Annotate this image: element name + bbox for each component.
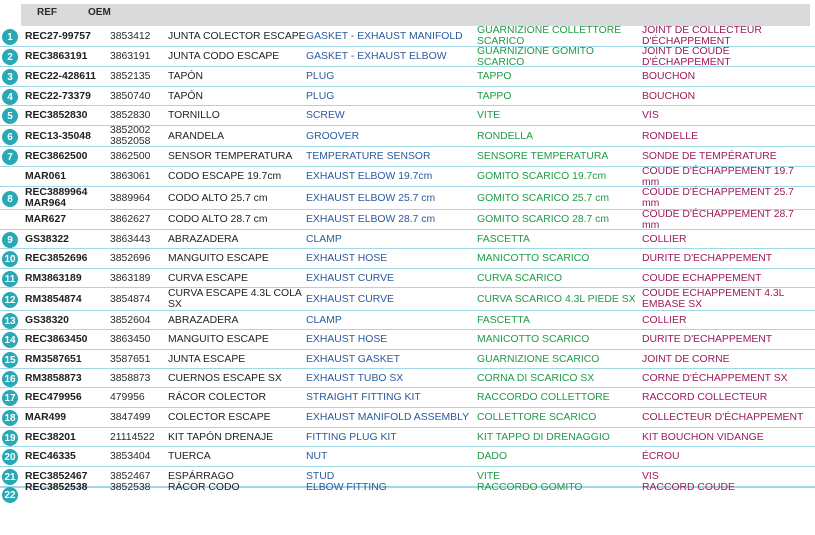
ref-cell [25, 67, 107, 86]
item-number-badge: 5 [2, 108, 18, 124]
spanish-description: CURVA ESCAPE 4.3L COLA SX [168, 288, 302, 310]
ref-cell-line: GS38320 [25, 314, 69, 326]
english-description: SCREW [306, 110, 345, 121]
oem-cell-line: 3863189 [110, 272, 151, 284]
italian-description: CURVA SCARICO 4.3L PIEDE SX [477, 293, 636, 305]
english-description: EXHAUST ELBOW 19.7cm [306, 171, 433, 182]
ref-cell [25, 210, 107, 229]
table-row [0, 47, 815, 67]
oem-cell [110, 106, 166, 125]
ref-cell-line: REC46335 [25, 451, 76, 462]
ref-cell [25, 350, 107, 368]
spanish-description: RÁCOR COLECTOR [168, 392, 266, 403]
item-number-badge: 8 [2, 191, 18, 207]
oem-cell [110, 447, 166, 466]
item-number-badge: 3 [2, 69, 18, 85]
oem-cell-line: 3853404 [110, 451, 151, 462]
oem-cell-line: 3858873 [110, 372, 151, 384]
ref-cell [25, 87, 107, 105]
ref-cell [25, 330, 107, 349]
english-description: EXHAUST HOSE [306, 253, 388, 264]
ref-cell [25, 269, 107, 287]
item-number-badge: 15 [2, 352, 18, 368]
item-number-badge: 18 [2, 410, 18, 426]
oem-cell-line: 3863191 [110, 51, 151, 62]
french-description: VIS [642, 471, 659, 482]
table-row [0, 87, 815, 106]
ref-cell-line: REC22-73379 [25, 90, 91, 102]
item-number-badge: 14 [2, 332, 18, 348]
french-description: COLLECTEUR D'ÉCHAPPEMENT [642, 412, 804, 423]
oem-cell-line: 3889964 [110, 192, 151, 204]
french-description: KIT BOUCHON VIDANGE [642, 431, 764, 443]
italian-description: TAPPO [477, 90, 512, 102]
oem-cell [110, 311, 166, 329]
oem-cell-line: 3587651 [110, 353, 151, 365]
ref-cell-line: MAR061 [25, 171, 66, 182]
italian-description: GUARNIZIONE SCARICO [477, 353, 600, 365]
table-row: 22 REC3852538 3852538 RÁCOR CODO ELBOW FITTING RACCORDO GOMITO RACCORD COUDE [0, 487, 815, 488]
italian-description: GOMITO SCARICO 25.7 cm [477, 192, 610, 204]
oem-cell-line: 3850740 [110, 90, 151, 102]
english-description: EXHAUST HOSE [306, 334, 388, 345]
oem-cell [110, 147, 166, 166]
ref-cell-line: RM3587651 [25, 353, 82, 365]
oem-cell [110, 288, 166, 310]
french-description: CORNE D'ÉCHAPPEMENT SX [642, 372, 788, 384]
ref-cell [25, 126, 107, 146]
spanish-description: ABRAZADERA [168, 314, 239, 326]
spanish-description: CODO ALTO 25.7 cm [168, 192, 268, 204]
french-description: BOUCHON [642, 71, 696, 82]
ref-cell-line: REC38201 [25, 431, 76, 443]
ref-cell-line: REC3863191 [25, 51, 88, 62]
italian-description: GOMITO SCARICO 28.7 cm [477, 214, 610, 225]
oem-cell [110, 249, 166, 268]
oem-cell [110, 26, 166, 46]
table-header [21, 4, 810, 26]
french-description: BOUCHON [642, 90, 696, 102]
spanish-description: TAPÓN [168, 90, 204, 102]
ref-cell-line: REC479956 [25, 392, 82, 403]
oem-cell-line: 3852538 [110, 481, 151, 493]
english-description: GROOVER [306, 130, 360, 142]
ref-cell [25, 288, 107, 310]
italian-description: GOMITO SCARICO 19.7cm [477, 171, 607, 182]
italian-description: CORNA DI SCARICO SX [477, 372, 595, 384]
spanish-description: ESPÁRRAGO [168, 471, 234, 482]
oem-cell-line: 3852604 [110, 314, 151, 326]
table-row [0, 311, 815, 330]
ref-cell-line: REC22-428611 [25, 71, 97, 82]
column-header-oem: OEM [88, 7, 111, 18]
item-number-badge: 6 [2, 129, 18, 145]
spanish-description: CODO ESCAPE 19.7cm [168, 171, 282, 182]
item-number-badge: 1 [2, 29, 18, 45]
ref-cell-line: MAR627 [25, 214, 66, 225]
oem-cell-line: 3863443 [110, 233, 151, 245]
item-number-badge: 16 [2, 371, 18, 387]
english-description: EXHAUST ELBOW 25.7 cm [306, 192, 436, 204]
oem-cell-line: 3862500 [110, 151, 151, 162]
english-description: EXHAUST CURVE [306, 272, 394, 284]
table-row [0, 26, 815, 47]
ref-cell [25, 230, 107, 248]
french-description: VIS [642, 110, 659, 121]
italian-description: CURVA SCARICO [477, 272, 563, 284]
ref-cell [25, 187, 107, 209]
spanish-description: TAPÓN [168, 71, 204, 82]
ref-cell-line: REC13-35048 [25, 130, 91, 142]
oem-cell [110, 350, 166, 368]
item-number-badge: 21 [2, 469, 18, 485]
table-row [0, 288, 815, 311]
oem-cell [110, 388, 166, 407]
oem-cell-line: 3847499 [110, 412, 151, 423]
ref-cell-line: REC3862500 [25, 151, 88, 162]
italian-description: TAPPO [477, 71, 512, 82]
item-number-badge: 2 [2, 49, 18, 65]
spanish-description: MANGUITO ESCAPE [168, 334, 269, 345]
english-description: CLAMP [306, 314, 342, 326]
ref-cell [25, 311, 107, 329]
oem-cell-line: 21114522 [110, 431, 155, 443]
item-number-badge: 19 [2, 430, 18, 446]
ref-cell [25, 167, 107, 186]
english-description: EXHAUST TUBO SX [306, 372, 404, 384]
table-row [0, 126, 815, 147]
oem-cell [110, 87, 166, 105]
oem-cell-line: 3854874 [110, 293, 151, 305]
english-description: NUT [306, 451, 328, 462]
ref-cell [25, 388, 107, 407]
french-description: DURITE D'ECHAPPEMENT [642, 253, 773, 264]
ref-cell-line: RM3863189 [25, 272, 82, 284]
oem-cell-line: 3862627 [110, 214, 151, 225]
ref-cell [25, 106, 107, 125]
english-description: FITTING PLUG KIT [306, 431, 397, 443]
english-description: EXHAUST GASKET [306, 353, 400, 365]
italian-description: SENSORE TEMPERATURA [477, 151, 609, 162]
table-row [0, 428, 815, 447]
french-description: COUDE D'ÉCHAPPEMENT 25.7 mm [642, 187, 794, 209]
table-row [0, 67, 815, 87]
item-number-badge: 7 [2, 149, 18, 165]
table-row [0, 106, 815, 126]
french-description: COLLIER [642, 314, 687, 326]
italian-description: VITE [477, 110, 501, 121]
oem-cell-line: 3863061 [110, 171, 151, 182]
english-description: STUD [306, 471, 335, 482]
oem-cell [110, 187, 166, 209]
spanish-description: JUNTA ESCAPE [168, 353, 246, 365]
english-description: EXHAUST ELBOW 28.7 cm [306, 214, 436, 225]
oem-cell [110, 210, 166, 229]
oem-cell [110, 67, 166, 86]
ref-cell-line: REC3889964 [25, 187, 88, 198]
oem-cell [110, 269, 166, 287]
english-description: PLUG [306, 90, 335, 102]
oem-cell-line: 3852002 [110, 125, 151, 136]
table-row [0, 388, 815, 408]
oem-cell-line: 3863450 [110, 334, 151, 345]
spanish-description: JUNTA COLECTOR ESCAPE [168, 30, 306, 42]
ref-cell [25, 26, 107, 46]
table-row [0, 167, 815, 187]
english-description: EXHAUST CURVE [306, 293, 394, 305]
spanish-description: JUNTA CODO ESCAPE [168, 51, 280, 62]
item-number-badge: 12 [2, 292, 18, 308]
italian-description: RONDELLA [477, 130, 534, 142]
ref-cell [25, 249, 107, 268]
table-row [0, 350, 815, 369]
oem-cell [110, 330, 166, 349]
oem-cell [110, 369, 166, 387]
italian-description: DADO [477, 451, 508, 462]
oem-cell [110, 167, 166, 186]
oem-cell-line: 3852135 [110, 71, 151, 82]
ref-cell-line: REC27-99757 [25, 30, 91, 42]
spanish-description: CURVA ESCAPE [168, 272, 248, 284]
item-number-badge: 22 [2, 487, 18, 503]
table-row [0, 147, 815, 167]
spanish-description: ARANDELA [168, 130, 225, 142]
french-description: COUDE D'ÉCHAPPEMENT 28.7 mm [642, 208, 794, 231]
ref-cell-line: RM3854874 [25, 293, 82, 305]
oem-cell-line: 479956 [110, 392, 145, 403]
oem-cell [110, 230, 166, 248]
spanish-description: CUERNOS ESCAPE SX [168, 372, 282, 384]
french-description: JOINT DE CORNE [642, 353, 730, 365]
table-row [0, 369, 815, 388]
french-description: COUDE D'ÉCHAPPEMENT 19.7 mm [642, 165, 794, 188]
item-number-badge: 10 [2, 251, 18, 267]
italian-description: GUARNIZIONE COLLETTORE SCARICO [477, 25, 622, 47]
spanish-description: MANGUITO ESCAPE [168, 253, 269, 264]
italian-description: RACCORDO COLLETTORE [477, 392, 610, 403]
spanish-description: TUERCA [168, 451, 211, 462]
italian-description: MANICOTTO SCARICO [477, 334, 590, 345]
ref-cell [25, 428, 107, 446]
table-row [0, 330, 815, 350]
english-description: EXHAUST MANIFOLD ASSEMBLY [306, 412, 470, 423]
oem-cell [110, 428, 166, 446]
italian-description: GUARNIZIONE GOMITO SCARICO [477, 45, 594, 68]
ref-cell [25, 47, 107, 66]
english-description: TEMPERATURE SENSOR [306, 151, 431, 162]
oem-cell [110, 408, 166, 427]
item-number-badge: 9 [2, 232, 18, 248]
english-description: GASKET - EXHAUST MANIFOLD [306, 30, 463, 42]
french-description: JOINT DE COLLECTEUR D'ÉCHAPPEMENT [642, 25, 762, 47]
english-description: GASKET - EXHAUST ELBOW [306, 51, 447, 62]
french-description: JOINT DE COUDE D'ÉCHAPPEMENT [642, 45, 731, 68]
ref-cell-line: MAR499 [25, 412, 66, 423]
item-number-badge: 17 [2, 390, 18, 406]
table-row [0, 249, 815, 269]
spanish-description: TORNILLO [168, 110, 220, 121]
ref-cell [25, 447, 107, 466]
item-number-badge: 4 [2, 89, 18, 105]
item-number-badge: 13 [2, 313, 18, 329]
ref-cell-line: GS38322 [25, 233, 69, 245]
table-row [0, 230, 815, 249]
table-row [0, 447, 815, 467]
ref-cell-line: REC3852696 [25, 253, 88, 264]
spanish-description: ABRAZADERA [168, 233, 239, 245]
spanish-description: SENSOR TEMPERATURA [168, 151, 293, 162]
english-description: STRAIGHT FITTING KIT [306, 392, 421, 403]
french-description: SONDE DE TEMPÉRATURE [642, 151, 777, 162]
ref-cell-line: REC3863450 [25, 334, 88, 345]
english-description: PLUG [306, 71, 335, 82]
ref-cell-line: REC3852538 [25, 481, 88, 493]
french-description: COUDE ECHAPPEMENT 4.3L EMBASE SX [642, 288, 785, 310]
italian-description: FASCETTA [477, 233, 530, 245]
oem-cell-line: 3852467 [110, 471, 151, 482]
table-row [0, 269, 815, 288]
french-description: DURITE D'ECHAPPEMENT [642, 334, 773, 345]
oem-cell-line: 3852696 [110, 253, 151, 264]
oem-cell-line: 3853412 [110, 30, 151, 42]
item-number-badge: 20 [2, 449, 18, 465]
french-description: RONDELLE [642, 130, 699, 142]
ref-cell-line: REC3852467 [25, 471, 88, 482]
italian-description: KIT TAPPO DI DRENAGGIO [477, 431, 610, 443]
item-number-badge: 11 [2, 271, 18, 287]
english-description: CLAMP [306, 233, 342, 245]
spanish-description: CODO ALTO 28.7 cm [168, 214, 268, 225]
ref-cell [25, 408, 107, 427]
ref-cell-line: REC3852830 [25, 110, 88, 121]
table-row [0, 210, 815, 230]
ref-cell [25, 147, 107, 166]
italian-description: VITE [477, 471, 501, 482]
oem-cell [110, 47, 166, 66]
ref-cell [25, 369, 107, 387]
oem-cell-line: 3852830 [110, 110, 151, 121]
ref-cell-line: MAR964 [25, 198, 66, 209]
italian-description: MANICOTTO SCARICO [477, 253, 590, 264]
table-row [0, 187, 815, 210]
oem-cell [110, 126, 166, 146]
oem-cell-line: 3852058 [110, 136, 151, 147]
french-description: COUDE ECHAPPEMENT [642, 272, 762, 284]
italian-description: COLLETTORE SCARICO [477, 412, 597, 423]
french-description: COLLIER [642, 233, 687, 245]
table-row [0, 408, 815, 428]
french-description: ÉCROU [642, 451, 680, 462]
ref-cell-line: RM3858873 [25, 372, 82, 384]
parts-table [0, 25, 815, 501]
italian-description: FASCETTA [477, 314, 530, 326]
column-header-ref: REF [37, 7, 57, 18]
french-description: RACCORD COLLECTEUR [642, 392, 768, 403]
spanish-description: COLECTOR ESCAPE [168, 412, 271, 423]
spanish-description: KIT TAPÓN DRENAJE [168, 431, 274, 443]
